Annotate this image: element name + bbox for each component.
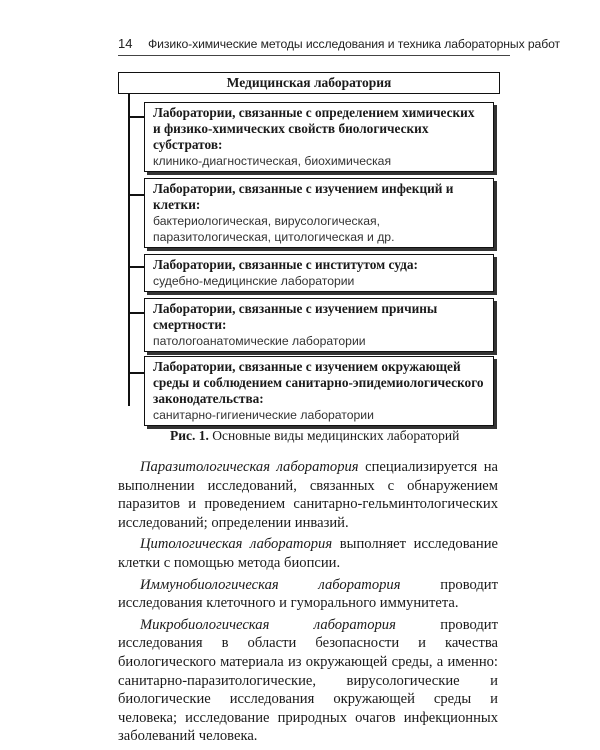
box-detail: бактериологическая, вирусологическая, паразитологическая, цитологическая и др. <box>153 214 395 244</box>
paragraph-text: проводит исследования в области безопасности и качества биологического материала из окружающей среды, а именно: санитарно-паразитологические, вирусологические и биологические исследования окружающей среды и человека; исследование природных очагов инфекционных заболеваний человека. <box>118 616 498 745</box>
paragraph-text: проводит исследования клеточного и гуморального иммунитета. <box>118 576 498 612</box>
diagram-box-court <box>144 254 494 292</box>
box-detail: патологоанатомические лаборатории <box>153 334 366 348</box>
paragraph-term: Цитологическая лаборатория <box>140 536 333 553</box>
paragraph-term: Иммунобиологическая лаборатория <box>140 576 401 593</box>
box-detail: санитарно-гигиенические лаборатории <box>153 408 374 422</box>
box-detail: клинико-диагностическая, биохимическая <box>153 154 392 168</box>
diagram-connector-tick <box>128 194 144 196</box>
diagram-box-mortality <box>144 298 494 352</box>
figure-caption-text: Основные виды медицинских лабораторий <box>212 428 460 443</box>
box-heading: Лаборатории, связанные с институтом суда: <box>153 257 418 272</box>
paragraph-text: выполняет исследование клетки с помощью метода биопсии. <box>118 536 498 571</box>
diagram-connector-tick <box>128 372 144 374</box>
box-heading: Лаборатории, связанные с определением химических и физико-химических свойств биологических субстратов: <box>153 105 475 152</box>
paragraph <box>118 458 498 532</box>
box-heading: Лаборатории, связанные с изучением инфекций и клетки: <box>153 181 454 212</box>
page-number: 14 <box>118 36 133 51</box>
box-heading: Лаборатории, связанные с изучением причины смертности: <box>153 301 438 332</box>
figure-label: Рис. 1. <box>170 428 209 443</box>
box-heading: Лаборатории, связанные с изучением окружающей среды и соблюдением санитарно-эпидемиологического законодательства: <box>153 359 484 406</box>
paragraph-text: специализируется на выполнении исследований, связанных с обнаружением паразитов и проведением санитарно-гельминтологических исследований; определении инвазий. <box>118 459 498 531</box>
diagram-box-chemical <box>144 102 494 172</box>
paragraph <box>118 616 498 746</box>
diagram-connector-tick <box>128 312 144 314</box>
diagram-box-infection <box>144 178 494 248</box>
paragraph-term: Микробиологическая лаборатория <box>140 616 396 633</box>
diagram-connector-tick <box>128 116 144 118</box>
running-title: Физико-химические методы исследования и техника лабораторных работ <box>148 37 560 51</box>
paragraph <box>118 535 498 572</box>
box-detail: судебно-медицинские лаборатории <box>153 274 355 288</box>
diagram-connector-line <box>128 94 130 406</box>
paragraph <box>118 576 498 613</box>
figure-caption <box>170 428 459 444</box>
lab-types-diagram <box>118 72 500 422</box>
running-header <box>118 36 560 56</box>
diagram-box-sanitary <box>144 356 494 426</box>
body-text <box>118 458 498 749</box>
diagram-root-box: Медицинская лаборатория <box>118 72 500 94</box>
paragraph-term: Паразитологическая лаборатория <box>140 459 359 475</box>
diagram-connector-tick <box>128 266 144 268</box>
